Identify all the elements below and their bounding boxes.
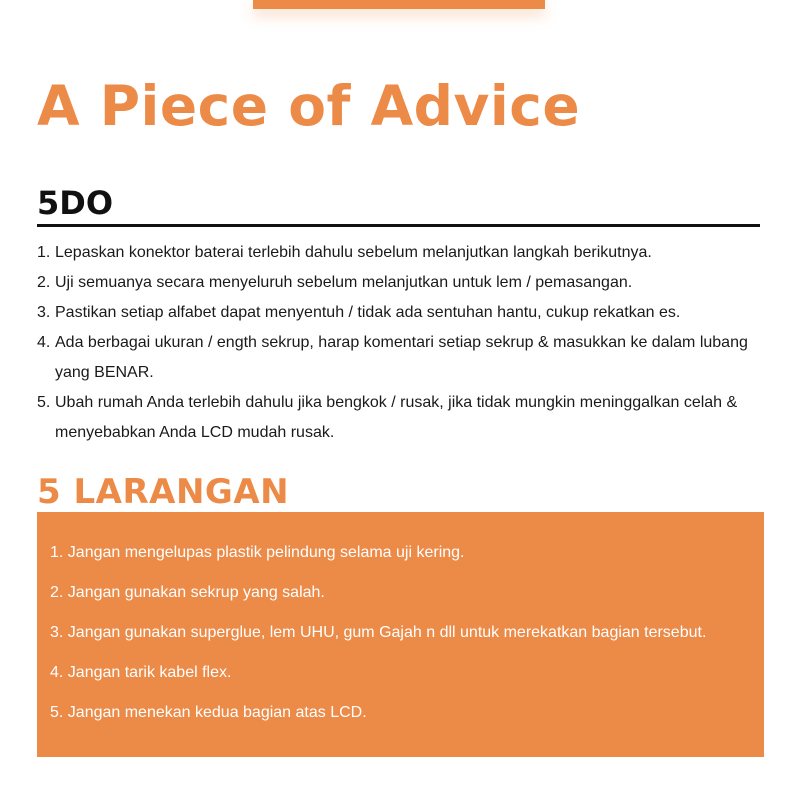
dont-section-heading: 5 LARANGAN [37,472,290,512]
dont-item: 3. Jangan gunakan superglue, lem UHU, gum Gajah n dll untuk merekatkan bagian tersebut. [50,624,707,641]
dont-list [37,512,764,738]
do-item-number: 5. [37,394,51,411]
dont-panel [37,512,764,757]
do-item [37,238,760,268]
do-section-divider [37,224,760,227]
do-item [37,268,760,298]
do-item-number: 3. [37,304,51,321]
do-item [37,298,760,328]
do-section-heading: 5DO [37,184,114,222]
do-item-number: 4. [37,334,51,351]
do-item-text: Ubah rumah Anda terlebih dahulu jika bengkok / rusak, jika tidak mungkin meninggalkan celah & menyebabkan Anda LCD mudah rusak. [55,394,738,441]
dont-item: 5. Jangan menekan kedua bagian atas LCD. [50,704,367,721]
do-item-number: 1. [37,244,51,261]
do-item-text: Uji semuanya secara menyeluruh sebelum melanjutkan untuk lem / pemasangan. [55,274,633,291]
do-item [37,388,760,448]
do-item-text: Ada berbagai ukuran / ength sekrup, harap komentari setiap sekrup & masukkan ke dalam lubang yang BENAR. [55,334,748,381]
dont-item: 2. Jangan gunakan sekrup yang salah. [50,584,325,601]
do-item-number: 2. [37,274,51,291]
dont-item: 1. Jangan mengelupas plastik pelindung selama uji kering. [50,544,465,561]
top-accent-bar [253,0,545,9]
do-item-text: Pastikan setiap alfabet dapat menyentuh / tidak ada sentuhan hantu, cukup rekatkan es. [55,304,681,321]
page-title: A Piece of Advice [37,74,581,138]
do-item-text: Lepaskan konektor baterai terlebih dahulu sebelum melanjutkan langkah berikutnya. [55,244,652,261]
do-list [37,238,760,448]
dont-item: 4. Jangan tarik kabel flex. [50,664,232,681]
do-item [37,328,760,388]
